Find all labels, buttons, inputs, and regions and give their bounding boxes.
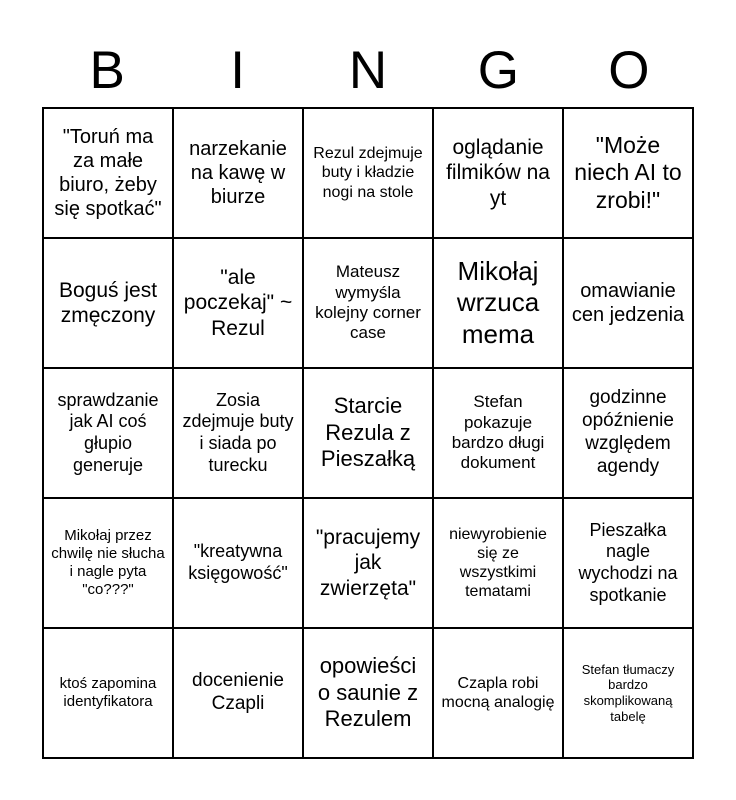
bingo-cell-text: narzekanie na kawę w biurze [189,138,287,208]
bingo-cell-r4c3[interactable] [303,498,433,628]
bingo-title-letter-n: N [348,41,388,100]
bingo-cell-r3c1[interactable] [43,368,173,498]
bingo-title-letter-b: B [89,41,125,100]
bingo-cell-text: "kreatywna księgowość" [188,541,288,583]
bingo-cell-text: Zosia zdejmuje buty i siada po turecku [182,389,294,475]
bingo-card [42,0,694,759]
bingo-cell-r5c4[interactable] [433,628,563,758]
bingo-cell-text: Starcie Rezula z Pieszałką [320,393,416,472]
bingo-cell-r5c3[interactable] [303,628,433,758]
bingo-cell-r5c5[interactable] [563,628,693,758]
bingo-cell-text: Rezul zdejmuje buty i kładzie nogi na stole [313,145,423,201]
bingo-cell-text: oglądanie filmików na yt [446,136,550,210]
bingo-cell-text: "Toruń ma za małe biuro, żeby się spotkać" [54,126,162,220]
bingo-title [42,0,694,107]
bingo-cell-r4c1[interactable] [43,498,173,628]
bingo-cell-r5c1[interactable] [43,628,173,758]
bingo-cell-r2c5[interactable] [563,238,693,368]
bingo-cell-text: Stefan pokazuje bardzo długi dokument [451,392,545,473]
bingo-cell-r4c2[interactable] [173,498,303,628]
bingo-cell-r2c3[interactable] [303,238,433,368]
bingo-cell-text: "ale poczekaj" ~ Rezul [183,266,293,340]
bingo-cell-text: Czapla robi mocną analogię [441,674,555,711]
bingo-cell-r2c4[interactable] [433,238,563,368]
bingo-cell-text: docenienie Czapli [192,670,284,714]
bingo-cell-text: niewyrobienie się ze wszystkimi tematami [449,525,547,601]
bingo-cell-text: Mateusz wymyśla kolejny corner case [315,262,421,343]
bingo-cell-text: Stefan tłumaczy bardzo skomplikowaną tabelę [581,661,675,724]
bingo-cell-r1c5[interactable] [563,108,693,238]
bingo-cell-r1c2[interactable] [173,108,303,238]
bingo-title-letter-g: G [477,41,520,100]
bingo-cell-r1c3[interactable] [303,108,433,238]
bingo-cell-text: "Może niech AI to zrobi!" [574,131,682,213]
bingo-cell-text: Mikołaj wrzuca mema [456,256,540,349]
bingo-title-letter-i: I [230,41,245,100]
bingo-cell-r1c1[interactable] [43,108,173,238]
bingo-title-letter-o: O [608,41,650,100]
bingo-cell-text: godzinne opóźnienie względem agendy [582,387,674,477]
bingo-grid [42,107,694,759]
bingo-cell-r5c2[interactable] [173,628,303,758]
bingo-cell-r1c4[interactable] [433,108,563,238]
bingo-cell-r4c5[interactable] [563,498,693,628]
bingo-cell-text: ktoś zapomina identyfikatora [59,675,157,710]
bingo-cell-r3c3[interactable] [303,368,433,498]
bingo-cell-text: Pieszałka nagle wychodzi na spotkanie [578,519,678,605]
bingo-cell-text: "pracujemy jak zwierzęta" [315,526,421,600]
bingo-cell-r3c2[interactable] [173,368,303,498]
bingo-cell-r3c5[interactable] [563,368,693,498]
bingo-cell-r2c2[interactable] [173,238,303,368]
bingo-cell-text: sprawdzanie jak AI coś głupio generuje [57,389,159,475]
bingo-cell-r2c1[interactable] [43,238,173,368]
bingo-cell-r4c4[interactable] [433,498,563,628]
bingo-cell-text: Mikołaj przez chwilę nie słucha i nagle pyta "co???" [51,527,165,598]
bingo-cell-text: omawianie cen jedzenia [571,280,685,326]
bingo-cell-text: Boguś jest zmęczony [58,278,158,327]
bingo-cell-r3c4[interactable] [433,368,563,498]
bingo-cell-text: opowieści o saunie z Rezulem [317,653,419,732]
